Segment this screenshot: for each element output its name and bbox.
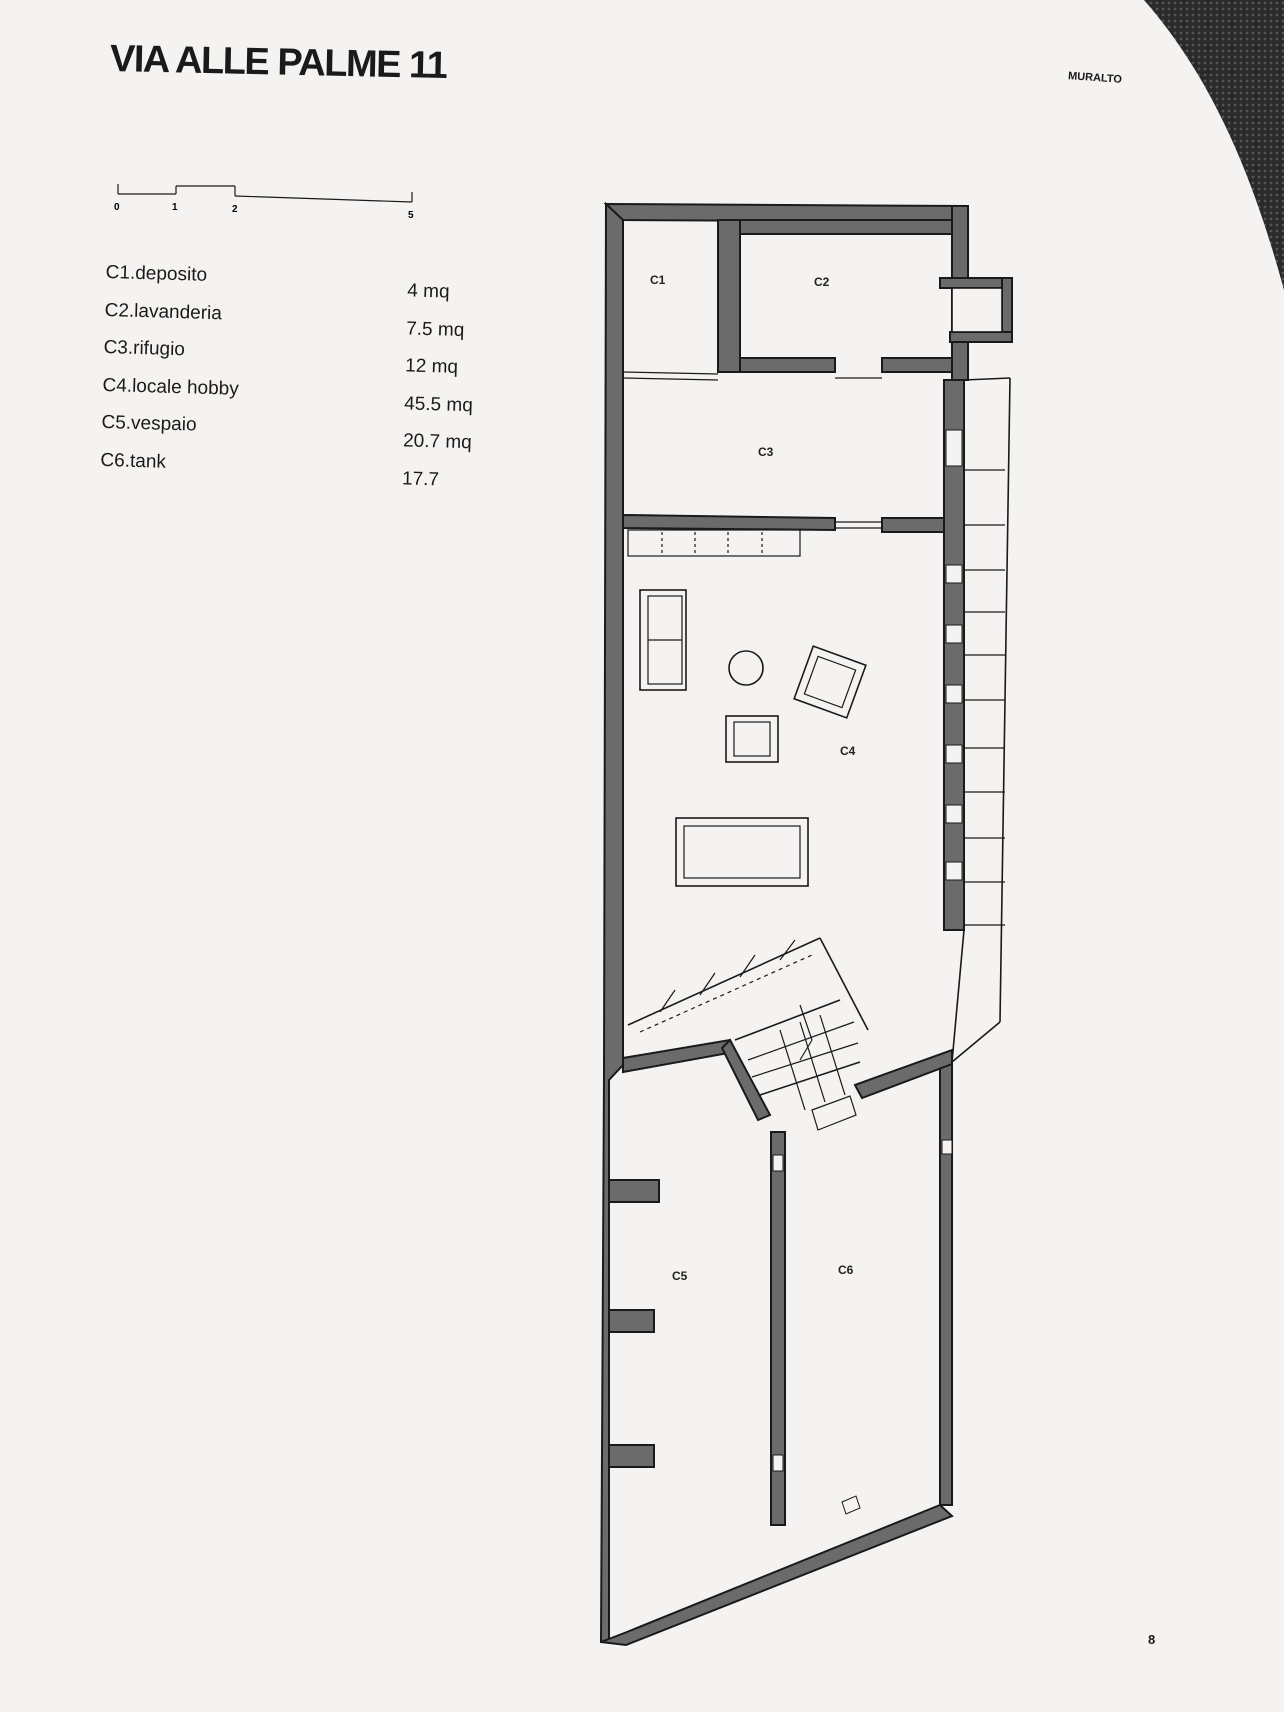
page-number: 8: [1148, 1632, 1156, 1647]
room-label-c2: C2: [814, 275, 830, 289]
legend-area: 12 mq: [404, 355, 459, 378]
scale-tick-2: 2: [232, 204, 238, 215]
page-title: VIA ALLE PALME 11: [109, 38, 447, 88]
room-label-c4: C4: [840, 744, 856, 758]
armchair: [794, 646, 866, 718]
scale-tick-1: 1: [172, 202, 178, 213]
room-label-c1: C1: [650, 273, 666, 287]
openings: [773, 1140, 952, 1514]
legend-label: C1.deposito: [105, 262, 208, 286]
round-table: [729, 651, 763, 685]
room-label-c6: C6: [838, 1263, 854, 1277]
legend-label: C3.rifugio: [103, 336, 186, 361]
location-tag: MURALTO: [1067, 70, 1123, 86]
legend-label: C5.vespaio: [101, 411, 197, 436]
room-label-c3: C3: [758, 445, 774, 459]
legend-label: C6.tank: [100, 449, 167, 473]
stairs: [623, 938, 952, 1130]
billiard-table: [676, 818, 808, 886]
legend-area: 4 mq: [407, 280, 450, 303]
legend-area: 45.5 mq: [403, 392, 474, 416]
legend-label: C2.lavanderia: [104, 299, 223, 324]
scale-tick-0: 0: [114, 202, 120, 213]
room-label-c5: C5: [672, 1269, 688, 1283]
legend-area: 17.7: [401, 467, 440, 490]
legend-label: C4.locale hobby: [102, 374, 240, 400]
legend-area: 7.5 mq: [405, 317, 465, 341]
furniture: [640, 590, 866, 886]
scale-tick-5: 5: [408, 210, 414, 220]
legend-area: 20.7 mq: [402, 430, 473, 454]
